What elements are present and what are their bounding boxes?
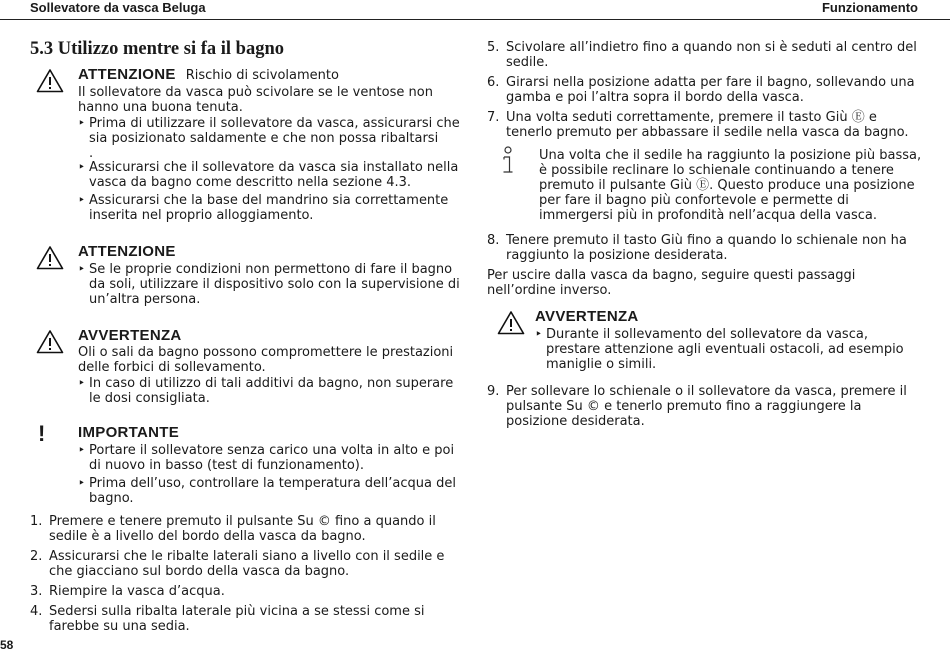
list-item: 2. Assicurarsi che le ribalte laterali siano a livello con il sedile e che giacciano sul bordo della vasca da bagno.: [30, 549, 445, 579]
exclamation-icon: !: [38, 421, 46, 446]
info-text: Una volta che il sedile ha raggiunto la posizione più bassa, è possibile reclinare lo schienale continuando a tenere premuto il pulsante Giù Ⓔ. Questo produce una posizione per fare il bagno più confortevole e permette di immergersi più in profondità nell’acqua della vasca.: [539, 148, 922, 223]
list-item: ‣ Assicurarsi che il sollevatore da vasca sia installato nella vasca da bagno come descritto nella sezione 4.3.: [78, 160, 462, 190]
header-title: Sollevatore da vasca Beluga: [30, 0, 206, 15]
list-item: ‣ Prima dell’uso, controllare la temperatura dell’acqua del bagno.: [78, 476, 462, 506]
steps-list: [487, 384, 922, 429]
note-title: ATTENZIONE Rischio di scivolamento: [78, 66, 339, 83]
note-text: Oli o sali da bagno possono compromettere le prestazioni delle forbici di sollevamento.: [78, 345, 454, 375]
list-item: 1. Premere e tenere premuto il pulsante Su © fino a quando il sedile è a livello del bordo della vasca da bagno.: [30, 514, 436, 544]
note-bullets: [78, 116, 462, 146]
list-item: ‣ Portare il sollevatore senza carico una volta in alto e poi di nuovo in basso (test di funzionamento).: [78, 443, 462, 473]
note-title: AVVERTENZA: [535, 308, 639, 325]
right-column: [487, 40, 922, 434]
list-item: ‣ Se le proprie condizioni non permettono di fare il bagno da soli, utilizzare il dispositivo solo con la supervisione di un’altra persona.: [78, 262, 462, 307]
note-text: Il sollevatore da vasca può scivolare se le ventose non hanno una buona tenuta.: [78, 85, 433, 115]
warning-triangle-icon: [36, 245, 64, 270]
note-title: AVVERTENZA: [78, 327, 182, 344]
steps-list: [30, 514, 462, 634]
note-bullets: [78, 160, 462, 223]
note-bullets: [535, 327, 922, 372]
note-title: IMPORTANTE: [78, 424, 180, 441]
list-item: 4. Sedersi sulla ribalta laterale più vicina a se stessi come si farebbe su una sedia.: [30, 604, 425, 634]
note-title: ATTENZIONE: [78, 243, 176, 260]
note-bullets: [78, 443, 462, 506]
steps-list: [487, 40, 922, 140]
page-number: 58: [0, 638, 14, 652]
exit-instructions: Per uscire dalla vasca da bagno, seguire questi passaggi nell’ordine inverso.: [487, 268, 856, 298]
note-subtitle: Rischio di scivolamento: [185, 68, 339, 83]
header-section: Funzionamento: [821, 0, 918, 15]
caution-obstacles-note: [487, 308, 922, 372]
list-item: ‣ Prima di utilizzare il sollevatore da vasca, assicurarsi che sia posizionato saldamente e che non possa ribaltarsi: [78, 116, 462, 146]
left-column: [30, 38, 462, 639]
list-item: ‣ In caso di utilizzo di tali additivi da bagno, non superare le dosi consigliata.: [78, 376, 462, 406]
stray-dot: .: [89, 146, 94, 161]
note-bullets: [78, 262, 462, 307]
warning-slip-note: [30, 66, 462, 223]
warning-triangle-icon: [36, 68, 64, 93]
list-item: ‣ Durante il sollevamento del sollevatore da vasca, prestare attenzione agli eventuali ostacoli, ad esempio maniglie o simili.: [535, 327, 922, 372]
list-item: 9. Per sollevare lo schienale o il sollevatore da vasca, premere il pulsante Su © e tenerlo premuto fino a raggiungere la posizione desiderata.: [487, 384, 907, 429]
list-item: 8. Tenere premuto il tasto Giù fino a quando lo schienale non ha raggiunto la posizione desiderata.: [487, 233, 907, 263]
steps-list: [487, 233, 922, 263]
section-title: 5.3 Utilizzo mentre si fa il bagno: [30, 39, 285, 59]
list-item: ‣ Assicurarsi che la base del mandrino sia correttamente inserita nel proprio alloggiamento.: [78, 193, 462, 223]
warning-supervision-note: [30, 243, 462, 307]
caution-bath-oils-note: [30, 327, 462, 406]
list-item: 5. Scivolare all’indietro fino a quando non si è seduti al centro del sedile.: [487, 40, 917, 70]
list-item: 7. Una volta seduti correttamente, premere il tasto Giù Ⓔ e tenerlo premuto per abbassare il sedile nella vasca da bagno.: [487, 110, 909, 140]
warning-triangle-icon: [36, 329, 64, 354]
list-item: 6. Girarsi nella posizione adatta per fare il bagno, sollevando una gamba e poi l’altra sopra il bordo della vasca.: [487, 75, 915, 105]
important-note: [30, 421, 462, 506]
warning-triangle-icon: [497, 310, 525, 335]
note-bullets: [78, 376, 462, 406]
header-rule: [0, 19, 950, 20]
list-item: 3. Riempire la vasca d’acqua.: [30, 584, 225, 599]
info-note: [487, 148, 922, 223]
info-icon: [501, 146, 515, 176]
